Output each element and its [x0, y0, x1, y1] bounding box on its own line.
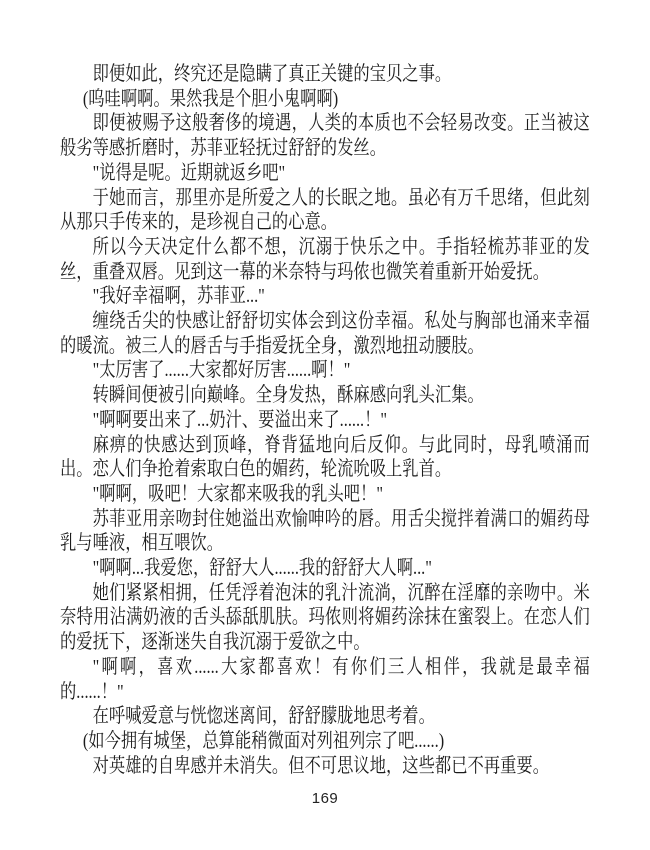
- page-number: 169: [311, 790, 339, 807]
- paragraph: 对英雄的自卑感并未消失。但不可思议地，这些都已不再重要。: [92, 754, 549, 777]
- paragraph: 在呼喊爱意与恍惚迷离间，舒舒朦胧地思考着。: [92, 705, 435, 728]
- paragraph: 于她而言，那里亦是所爱之人的长眠之地。虽必有万千思绪，但此刻从那只手传来的，是珍视自己的心意。: [60, 186, 590, 234]
- paragraph: 即便如此，终究还是隐瞒了真正关键的宝贝之事。: [92, 63, 452, 85]
- paragraph: "我好幸福啊，苏菲亚...": [92, 285, 265, 308]
- paragraph: 即便被赐予这般奢侈的境遇，人类的本质也不会轻易改变。正当被这般劣等感折磨时，苏菲亚轻抚过舒舒的发丝。: [60, 112, 590, 160]
- paragraph: "啊啊，喜欢......大家都喜欢！有你们三人相伴，我就是最幸福的......！": [60, 655, 590, 703]
- paragraph: "啊啊要出来了...奶汁、要溢出来了......！": [92, 408, 388, 431]
- paragraph: 她们紧紧相拥，任凭浮着泡沫的乳汁流淌，沉醉在淫靡的亲吻中。米奈特用沾满奶液的舌头舔舐肌肤。玛侬则将媚药涂抹在蜜裂上。在恋人们的爱抚下，逐渐迷失自我沉溺于爱欲之中。: [60, 581, 590, 654]
- paragraph: (呜哇啊啊。果然我是个胆小鬼啊啊): [82, 87, 339, 110]
- paragraph: "啊啊...我爱您，舒舒大人......我的舒舒大人啊...": [92, 557, 432, 580]
- page-text-block: [60, 62, 590, 778]
- paragraph: 所以今天决定什么都不想，沉溺于快乐之中。手指轻梳苏菲亚的发丝，重叠双唇。见到这一幕的米奈特与玛侬也微笑着重新开始爱抚。: [60, 235, 590, 283]
- paragraph: 缠绕舌尖的快感让舒舒切实体会到这份幸福。私处与胸部也涌来幸福的暖流。被三人的唇舌与手指爱抚全身，激烈地扭动腰肢。: [60, 310, 590, 357]
- paragraph: "啊啊，吸吧！大家都来吸我的乳头吧！": [92, 482, 384, 505]
- paragraph: 转瞬间便被引向巅峰。全身发热，酥麻感向乳头汇集。: [92, 384, 484, 407]
- paragraph: (如今拥有城堡，总算能稍微面对列祖列宗了吧......): [82, 729, 445, 752]
- paragraph: 麻痹的快感达到顶峰，脊背猛地向后反仰。与此同时，母乳喷涌而出。恋人们争抢着索取白色的媚药，轮流吮吸上乳首。: [60, 433, 590, 481]
- paragraph: "太厉害了......大家都好厉害......啊！": [92, 359, 351, 382]
- paragraph: "说得是呢。近期就返乡吧": [92, 161, 286, 184]
- paragraph: 苏菲亚用亲吻封住她溢出欢愉呻吟的唇。用舌尖搅拌着满口的媚药母乳与唾液，相互喂饮。: [60, 507, 590, 555]
